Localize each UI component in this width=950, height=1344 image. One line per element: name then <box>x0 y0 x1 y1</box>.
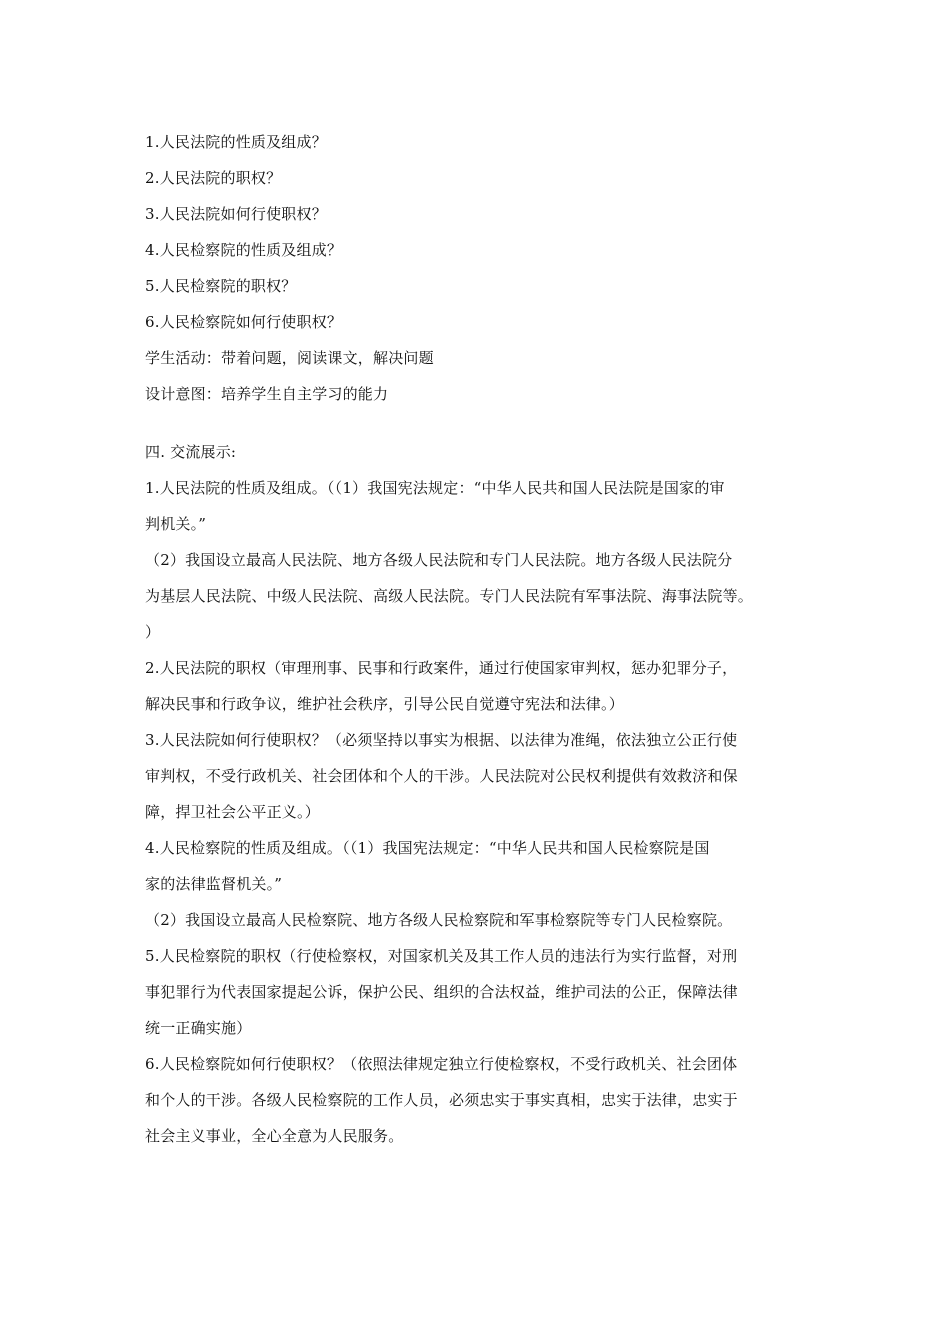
answer-4-part-2-line: （2）我国设立最高人民检察院、地方各级人民检察院和军事检察院等专门人民检察院。 <box>145 911 733 929</box>
question-3: 3.人民法院如何行使职权？ <box>145 205 327 223</box>
answer-5-line: 5.人民检察院的职权（行使检察权，对国家机关及其工作人员的违法行为实行监督，对刑 <box>145 947 738 965</box>
answer-4 <box>145 830 810 902</box>
question-4: 4.人民检察院的性质及组成？ <box>145 241 343 259</box>
answer-3-line: 审判权，不受行政机关、社会团体和个人的干涉。人民法院对公民权利提供有效救济和保 <box>145 767 738 785</box>
answer-5 <box>145 938 810 1046</box>
answer-5-line: 事犯罪行为代表国家提起公诉，保护公民、组织的合法权益，维护司法的公正，保障法律 <box>145 983 738 1001</box>
answer-3-line: 障，捍卫社会公平正义。） <box>145 803 320 821</box>
answer-2-line: 2.人民法院的职权（审理刑事、民事和行政案件，通过行使国家审判权，惩办犯罪分子， <box>145 659 738 677</box>
section-title: 四. 交流展示: <box>145 443 237 461</box>
answer-4-line: 家的法律监督机关。” <box>145 875 283 893</box>
answer-1-part-2-line: ） <box>145 623 161 641</box>
student-activity: 学生活动：带着问题，阅读课文，解决问题 <box>145 349 434 367</box>
document-body <box>145 124 810 1154</box>
answer-1-line: 1.人民法院的性质及组成。（（1）我国宪法规定：“中华人民共和国人民法院是国家的审 <box>145 479 725 497</box>
answer-1-part-2-line: （2）我国设立最高人民法院、地方各级人民法院和专门人民法院。地方各级人民法院分 <box>145 551 733 569</box>
answer-6-line: 社会主义事业，全心全意为人民服务。 <box>145 1127 404 1145</box>
answer-3 <box>145 722 810 830</box>
question-5: 5.人民检察院的职权？ <box>145 277 297 295</box>
answer-1 <box>145 470 810 542</box>
answer-5-line: 统一正确实施） <box>145 1019 252 1037</box>
answer-4-part-2 <box>145 902 810 938</box>
answer-6-line: 6.人民检察院如何行使职权？（依照法律规定独立行使检察权，不受行政机关、社会团体 <box>145 1055 738 1073</box>
design-intent: 设计意图：培养学生自主学习的能力 <box>145 385 389 403</box>
answer-1-line: 判机关。” <box>145 515 207 533</box>
question-6: 6.人民检察院如何行使职权？ <box>145 313 343 331</box>
answer-1-part-2-line: 为基层人民法院、中级人民法院、高级人民法院。专门人民法院有军事法院、海事法院等。 <box>145 587 754 605</box>
question-2: 2.人民法院的职权？ <box>145 169 282 187</box>
answer-2 <box>145 650 810 722</box>
answer-6 <box>145 1046 810 1154</box>
answer-6-line: 和个人的干涉。各级人民检察院的工作人员，必须忠实于事实真相，忠实于法律，忠实于 <box>145 1091 738 1109</box>
answer-2-line: 解决民事和行政争议，维护社会秩序，引导公民自觉遵守宪法和法律。） <box>145 695 624 713</box>
answer-3-line: 3.人民法院如何行使职权？（必须坚持以事实为根据、以法律为准绳，依法独立公正行使 <box>145 731 738 749</box>
question-1: 1.人民法院的性质及组成？ <box>145 133 327 151</box>
answer-1-part-2 <box>145 542 810 650</box>
answer-4-line: 4.人民检察院的性质及组成。（（1）我国宪法规定：“中华人民共和国人民检察院是国 <box>145 839 710 857</box>
